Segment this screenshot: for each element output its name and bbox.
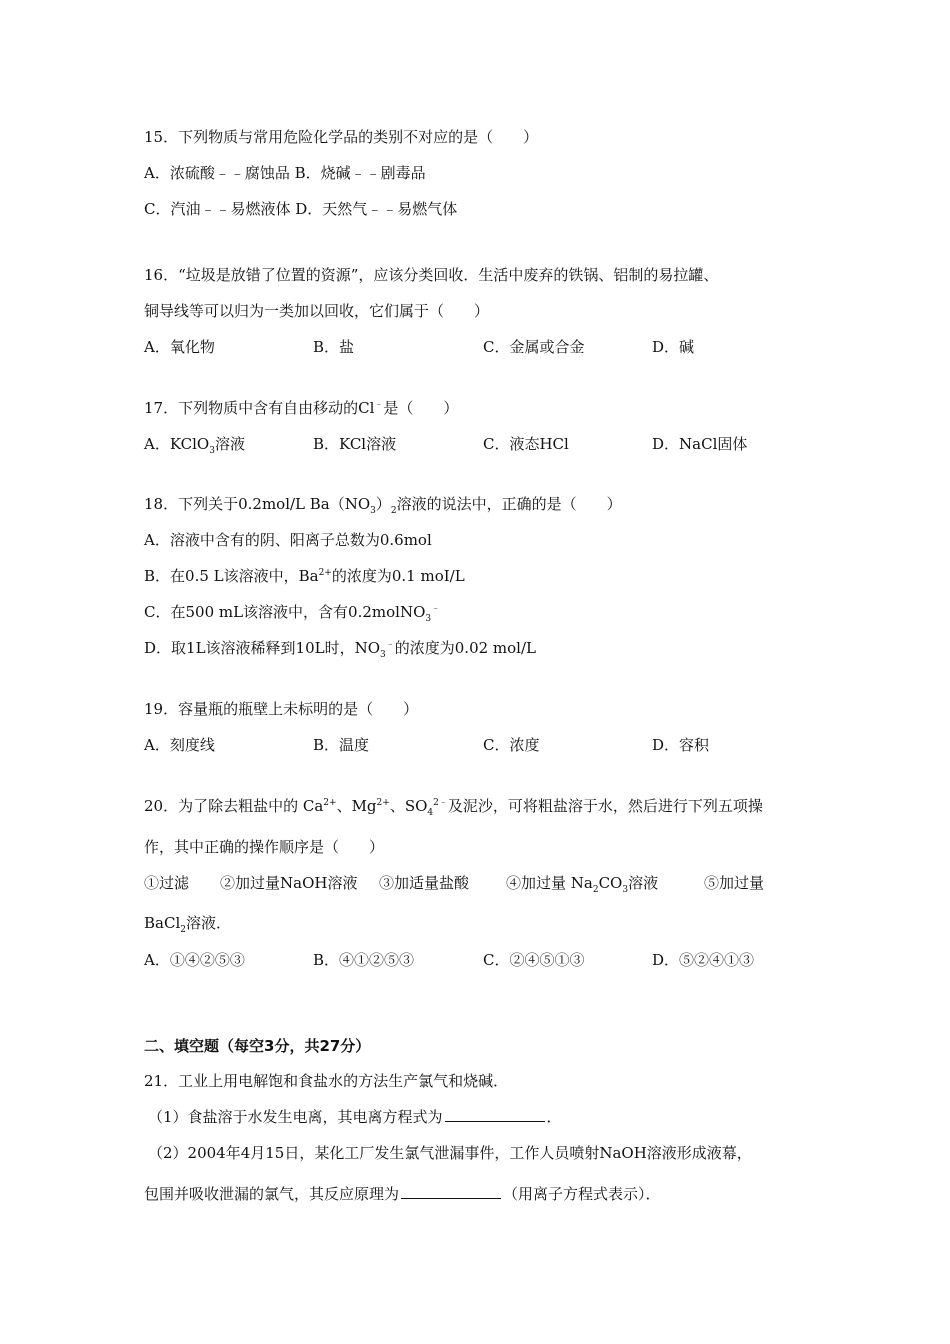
q18-stem-mid: ） — [375, 495, 391, 513]
q20-step-4-text: ④加过量 Na — [506, 874, 593, 892]
q18-stem-text: 18．下列关于0.2mol/L Ba（NO — [144, 495, 371, 513]
q20-step-4-sub2: 3 — [622, 885, 629, 895]
q18-option-d-tail: 的浓度为0.02 mol/L — [394, 639, 536, 657]
section-heading: 二、填空题（每空3分，共27分） — [144, 1037, 371, 1055]
q18-option-b-sup: 2+ — [318, 568, 332, 578]
q19-stem: 19．容量瓶的瓶壁上未标明的是（ ） — [144, 700, 419, 718]
q20-step-4-sub1: 2 — [592, 885, 599, 895]
q18-option-a: A．溶液中含有的阴、阳离子总数为0.6mol — [144, 531, 432, 549]
q20-so-sub: 4 — [427, 808, 434, 818]
q18-option-b-text: B．在0.5 L该溶液中，Ba — [144, 567, 319, 585]
q20-option-a: A．①④②⑤③ — [144, 951, 245, 969]
q21-part2-line1: （2）2004年4月15日，某化工厂发生氯气泄漏事件，工作人员喷射NaOH溶液形成液幕， — [148, 1144, 752, 1162]
q18-option-b — [144, 566, 465, 586]
q17-option-a-text: A．KClO — [144, 435, 210, 453]
q20-mg: 、Mg — [336, 797, 377, 815]
q20-step-4 — [506, 873, 658, 893]
q19-option-a: A．刻度线 — [144, 736, 215, 754]
q20-bacl-sub: 2 — [180, 925, 186, 935]
q21-part2-tail: （用离子方程式表示）． — [503, 1185, 661, 1203]
q15-options-row2: C．汽油﹣﹣易燃液体 D．天然气﹣﹣易燃气体 — [144, 200, 458, 218]
q18-stem-tail: 溶液的说法中，正确的是（ ） — [396, 495, 622, 513]
q21-stem: 21．工业上用电解饱和食盐水的方法生产氯气和烧碱． — [144, 1072, 509, 1090]
q20-stem-text: 20．为了除去粗盐中的 Ca — [144, 797, 324, 815]
q20-step-1: ①过滤 — [144, 874, 190, 892]
q20-step-4-tail: 溶液 — [628, 874, 659, 892]
q19-option-c: C．浓度 — [483, 736, 540, 754]
q16-stem-line1: 16．“垃圾是放错了位置的资源”，应该分类回收．生活中废弃的铁锅、铝制的易拉罐、 — [144, 266, 719, 284]
q18-option-d — [144, 638, 536, 658]
answer-blank-2[interactable] — [401, 1184, 501, 1199]
q21-part2-text: 包围并吸收泄漏的氯气，其反应原理为 — [144, 1185, 400, 1203]
q18-option-c-sup: ﹣ — [431, 604, 441, 614]
q16-option-c: C．金属或合金 — [483, 338, 585, 356]
q20-mg-charge: 2+ — [376, 798, 390, 808]
q20-option-c: C．②④⑤①③ — [483, 951, 585, 969]
q18-option-c-text: C．在500 mL该溶液中，含有0.2molNO — [144, 603, 426, 621]
q17-stem-text: 17．下列物质中含有自由移动的Cl — [144, 399, 375, 417]
q20-ca-charge: 2+ — [323, 798, 337, 808]
q20-stem-tail: 及泥沙，可将粗盐溶于水，然后进行下列五项操 — [447, 797, 763, 815]
q19-option-d: D．容积 — [652, 736, 710, 754]
q17-option-a-tail: 溶液 — [214, 435, 245, 453]
q17-option-a — [144, 434, 245, 454]
q17-option-a-sub: 3 — [209, 446, 215, 456]
q20-stem-line2: 作，其中正确的操作顺序是（ ） — [144, 838, 385, 856]
q17-stem-tail: 是（ ） — [383, 399, 459, 417]
q21-part1-text: （1）食盐溶于水发生电离，其电离方程式为 — [148, 1108, 443, 1126]
q18-stem — [144, 494, 622, 514]
q17-option-d: D．NaCl固体 — [652, 435, 748, 453]
q21-part1 — [148, 1107, 562, 1127]
q17-option-b: B．KCl溶液 — [313, 435, 397, 453]
q21-part2-line2 — [144, 1184, 661, 1204]
q16-option-b: B．盐 — [313, 338, 355, 356]
q18-option-b-tail: 的浓度为0.1 moI/L — [331, 567, 465, 585]
q20-step-5-cont — [144, 913, 231, 933]
q20-so: 、SO — [389, 797, 428, 815]
q15-options-row1: A．浓硫酸﹣﹣腐蚀品 B．烧碱﹣﹣剧毒品 — [144, 164, 426, 182]
q20-option-b: B．④①②⑤③ — [313, 951, 415, 969]
q16-option-a: A．氧化物 — [144, 338, 215, 356]
q18-stem-sub: 3 — [370, 506, 376, 516]
q20-step-5: ⑤加过量 — [704, 874, 765, 892]
q18-option-d-sup: ﹣ — [385, 640, 395, 650]
q20-step-3: ③加适量盐酸 — [379, 874, 470, 892]
q20-bacl: BaCl — [144, 914, 181, 932]
q20-bacl-tail: 溶液． — [185, 914, 231, 932]
q17-option-c: C．液态HCl — [483, 435, 569, 453]
q20-step-2: ②加过量NaOH溶液 — [220, 874, 358, 892]
q17-stem — [144, 398, 458, 418]
q18-stem-sub2: 2 — [390, 506, 397, 516]
answer-blank-1[interactable] — [445, 1107, 545, 1122]
q19-option-b: B．温度 — [313, 736, 370, 754]
q16-option-d: D．碱 — [652, 338, 695, 356]
q17-stem-sup: ﹣ — [374, 400, 384, 410]
q18-option-c-sub: 3 — [425, 614, 432, 624]
q20-option-d: D．⑤②④①③ — [652, 951, 755, 969]
q18-option-d-text: D．取1L该溶液稀释到10L时，NO — [144, 639, 381, 657]
q21-part1-tail: ． — [546, 1108, 562, 1126]
q15-stem: 15．下列物质与常用危险化学品的类别不对应的是（ ） — [144, 128, 539, 146]
q20-step-4-mid: CO — [598, 874, 623, 892]
q18-option-c — [144, 602, 440, 622]
q18-option-d-sub: 3 — [380, 650, 386, 660]
q20-so-charge: 2﹣ — [433, 798, 448, 808]
q16-stem-line2: 铜导线等可以归为一类加以回收，它们属于（ ） — [144, 302, 490, 320]
q20-stem-line1 — [144, 796, 763, 816]
